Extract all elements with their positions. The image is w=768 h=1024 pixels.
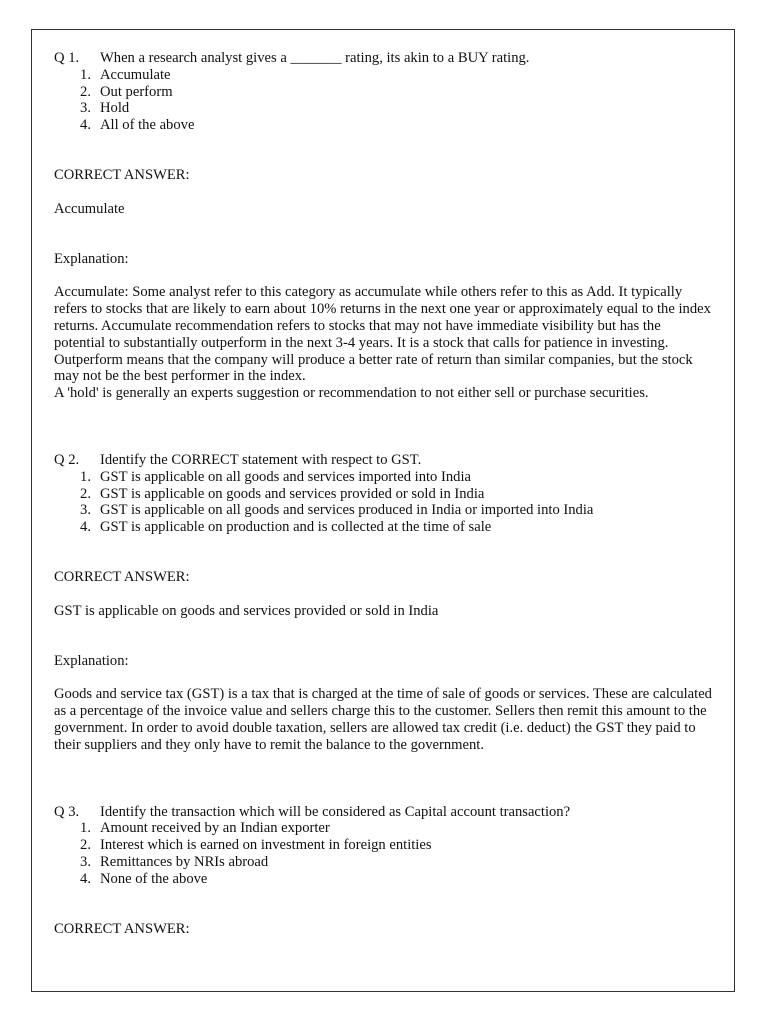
correct-answer-label: CORRECT ANSWER: bbox=[54, 920, 190, 937]
option-item bbox=[54, 84, 714, 101]
correct-answer-text: GST is applicable on goods and services provided or sold in India bbox=[54, 602, 439, 619]
question-text: When a research analyst gives a _______ rating, its akin to a BUY rating. bbox=[100, 50, 530, 66]
explanation-paragraph: Goods and service tax (GST) is a tax that is charged at the time of sale of goods or services. These are calculated as a percentage of the invoice value and sellers charge this to the customer. Sellers then remit this amount to the government. In order to avoid double taxation, sellers are allowed tax credit (i.e. deduct) the GST they paid to their suppliers and they only have to remit the balance to the government. bbox=[54, 686, 712, 753]
option-item bbox=[54, 469, 714, 486]
option-item bbox=[54, 519, 714, 536]
option-item bbox=[54, 502, 714, 519]
question-number: Q 1. bbox=[54, 50, 80, 66]
option-item bbox=[54, 837, 714, 854]
correct-answer-text: Accumulate bbox=[54, 200, 125, 217]
option-item bbox=[54, 486, 714, 503]
option-item bbox=[54, 871, 714, 888]
option-text: Remittances by NRIs abroad bbox=[100, 853, 269, 870]
explanation-paragraph: Outperform means that the company will produce a better rate of return than similar companies, but the stock may not be the best performer in the index. bbox=[54, 351, 693, 385]
option-text: Hold bbox=[100, 100, 130, 117]
question-text: Identify the CORRECT statement with respect to GST. bbox=[100, 451, 422, 468]
question-3 bbox=[54, 804, 714, 938]
option-text: None of the above bbox=[100, 870, 208, 887]
option-text: All of the above bbox=[100, 117, 195, 134]
explanation-paragraph: Accumulate: Some analyst refer to this category as accumulate while others refer to this as Add. It typically refers to stocks that are likely to earn about 10% returns in the next one year or approximately equal to the index returns. Accumulate recommendation refers to stocks that may not have immediate visibility but has the potential to substantially outperform in the next 3-4 years. It is a stock that calls for patience in investing. bbox=[54, 284, 711, 351]
option-number: 2. bbox=[80, 837, 91, 854]
document-content bbox=[54, 50, 714, 937]
option-text: GST is applicable on goods and services provided or sold in India bbox=[100, 485, 485, 502]
option-text: GST is applicable on all goods and services produced in India or imported into India bbox=[100, 502, 594, 519]
option-text: Accumulate bbox=[100, 66, 171, 83]
explanation-paragraph: A 'hold' is generally an experts suggestion or recommendation to not either sell or purchase securities. bbox=[54, 385, 649, 402]
option-text: Out perform bbox=[100, 83, 173, 100]
question-number: Q 3. bbox=[54, 803, 80, 820]
question-2 bbox=[54, 452, 714, 754]
option-text: GST is applicable on all goods and services imported into India bbox=[100, 468, 471, 485]
question-1 bbox=[54, 50, 714, 402]
option-item bbox=[54, 67, 714, 84]
options-list bbox=[54, 469, 714, 536]
option-number: 4. bbox=[80, 117, 91, 134]
option-text: GST is applicable on production and is collected at the time of sale bbox=[100, 519, 492, 536]
option-number: 1. bbox=[80, 468, 91, 485]
question-number: Q 2. bbox=[54, 451, 80, 468]
question-header bbox=[54, 452, 714, 469]
correct-answer-label: CORRECT ANSWER: bbox=[54, 166, 190, 183]
option-number: 2. bbox=[80, 485, 91, 502]
option-number: 4. bbox=[80, 519, 91, 536]
option-number: 1. bbox=[80, 820, 91, 837]
option-number: 2. bbox=[80, 83, 91, 100]
explanation-label: Explanation: bbox=[54, 250, 129, 267]
option-number: 3. bbox=[80, 100, 91, 117]
explanation-label: Explanation: bbox=[54, 652, 129, 669]
question-text: Identify the transaction which will be considered as Capital account transaction? bbox=[100, 803, 571, 820]
option-text: Amount received by an Indian exporter bbox=[100, 820, 330, 837]
question-header bbox=[54, 804, 714, 821]
option-number: 3. bbox=[80, 502, 91, 519]
option-item bbox=[54, 117, 714, 134]
options-list bbox=[54, 67, 714, 134]
question-header bbox=[54, 50, 714, 67]
options-list bbox=[54, 820, 714, 887]
option-number: 3. bbox=[80, 853, 91, 870]
option-item bbox=[54, 820, 714, 837]
correct-answer-label: CORRECT ANSWER: bbox=[54, 568, 190, 585]
option-number: 4. bbox=[80, 870, 91, 887]
option-number: 1. bbox=[80, 66, 91, 83]
option-item bbox=[54, 100, 714, 117]
option-text: Interest which is earned on investment in foreign entities bbox=[100, 837, 432, 854]
option-item bbox=[54, 854, 714, 871]
